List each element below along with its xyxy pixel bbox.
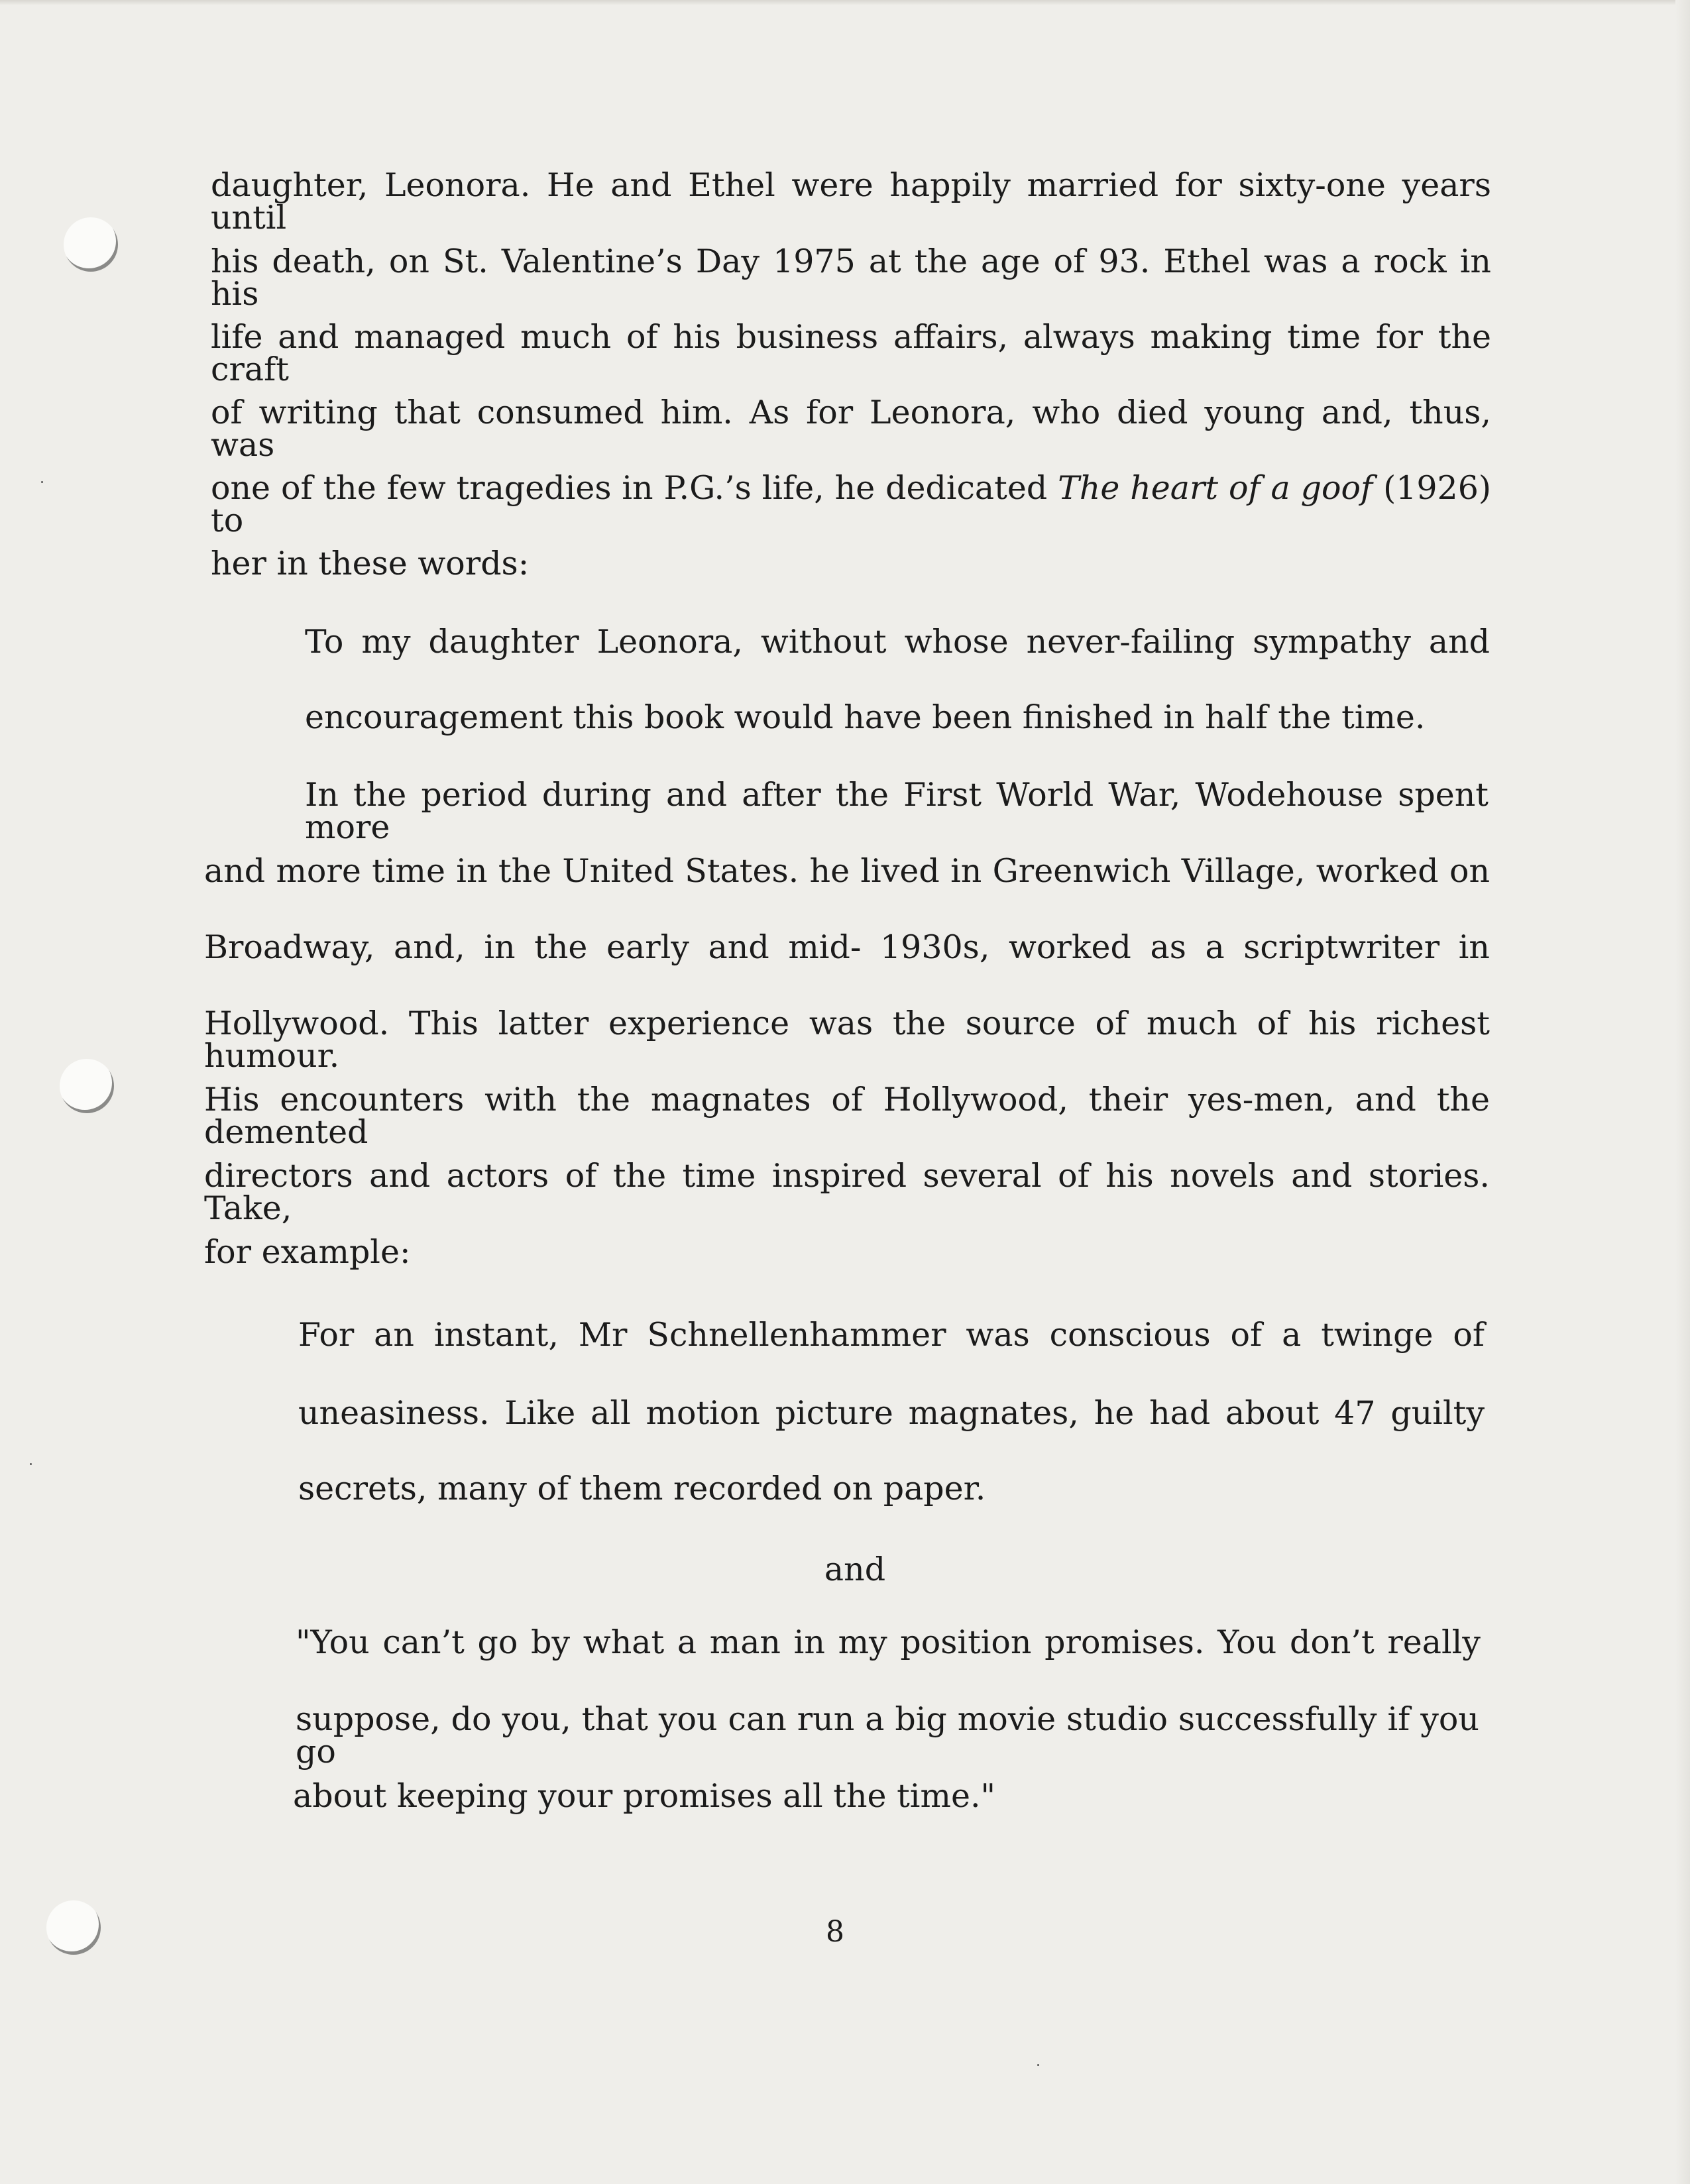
- binder-hole-middle: [60, 1059, 114, 1113]
- page-number: 8: [826, 1915, 844, 1949]
- paragraph-2-line-1: In the period during and after the First World War, Wodehouse spent more: [305, 776, 1489, 846]
- book-title: The heart of a goof: [1058, 469, 1373, 507]
- paragraph-1-line-5-after: (1926) to: [211, 469, 1492, 539]
- connector-and: and: [824, 1551, 886, 1588]
- paragraph-1-line-6: her in these words:: [211, 545, 530, 582]
- paragraph-2-line-3: Broadway, and, in the early and mid- 1930s, worked as a scriptwriter in: [204, 928, 1490, 966]
- quote-3-line-2: suppose, do you, that you can run a big movie studio successfully if you go: [296, 1700, 1479, 1771]
- paragraph-1-line-5: [211, 469, 1492, 539]
- quote-2-line-3: secrets, many of them recorded on paper.: [298, 1470, 986, 1507]
- scan-speck: [30, 1463, 32, 1465]
- quote-3-line-1: "You can’t go by what a man in my position promises. You don’t really: [296, 1623, 1481, 1661]
- paragraph-2-line-6: directors and actors of the time inspired several of his novels and stories. Take,: [204, 1157, 1490, 1227]
- paragraph-2-line-7: for example:: [204, 1233, 411, 1271]
- quote-1-line-2: encouragement this book would have been finished in half the time.: [305, 698, 1426, 736]
- page-top-edge: [0, 0, 1690, 5]
- paragraph-1-line-4: of writing that consumed him. As for Leonora, who died young and, thus, was: [211, 394, 1491, 464]
- paragraph-1-line-3: life and managed much of his business affairs, always making time for the craft: [211, 318, 1491, 388]
- paragraph-2-line-2: and more time in the United States. he lived in Greenwich Village, worked on: [204, 852, 1490, 890]
- paragraph-2-line-4: Hollywood. This latter experience was the source of much of his richest humour.: [204, 1005, 1490, 1075]
- paragraph-1-line-1: daughter, Leonora. He and Ethel were happily married for sixty-one years until: [211, 166, 1491, 237]
- quote-3-line-3: about keeping your promises all the time.": [293, 1777, 996, 1815]
- paragraph-2-line-5: His encounters with the magnates of Hollywood, their yes-men, and the demented: [204, 1081, 1490, 1151]
- quote-1-line-1: To my daughter Leonora, without whose never-failing sympathy and: [305, 623, 1490, 661]
- scan-speck: [1037, 2064, 1039, 2066]
- quote-2-line-2: uneasiness. Like all motion picture magnates, he had about 47 guilty: [298, 1394, 1485, 1432]
- paragraph-1-line-5-before: one of the few tragedies in P.G.’s life, he dedicated: [211, 469, 1058, 507]
- quote-2-line-1: For an instant, Mr Schnellenhammer was conscious of a twinge of: [298, 1316, 1485, 1354]
- page-right-edge: [1675, 0, 1690, 2184]
- binder-hole-top: [64, 217, 118, 272]
- paragraph-1-line-2: his death, on St. Valentine’s Day 1975 at the age of 93. Ethel was a rock in his: [211, 243, 1491, 313]
- binder-hole-bottom: [46, 1900, 101, 1955]
- scan-speck: [41, 481, 43, 483]
